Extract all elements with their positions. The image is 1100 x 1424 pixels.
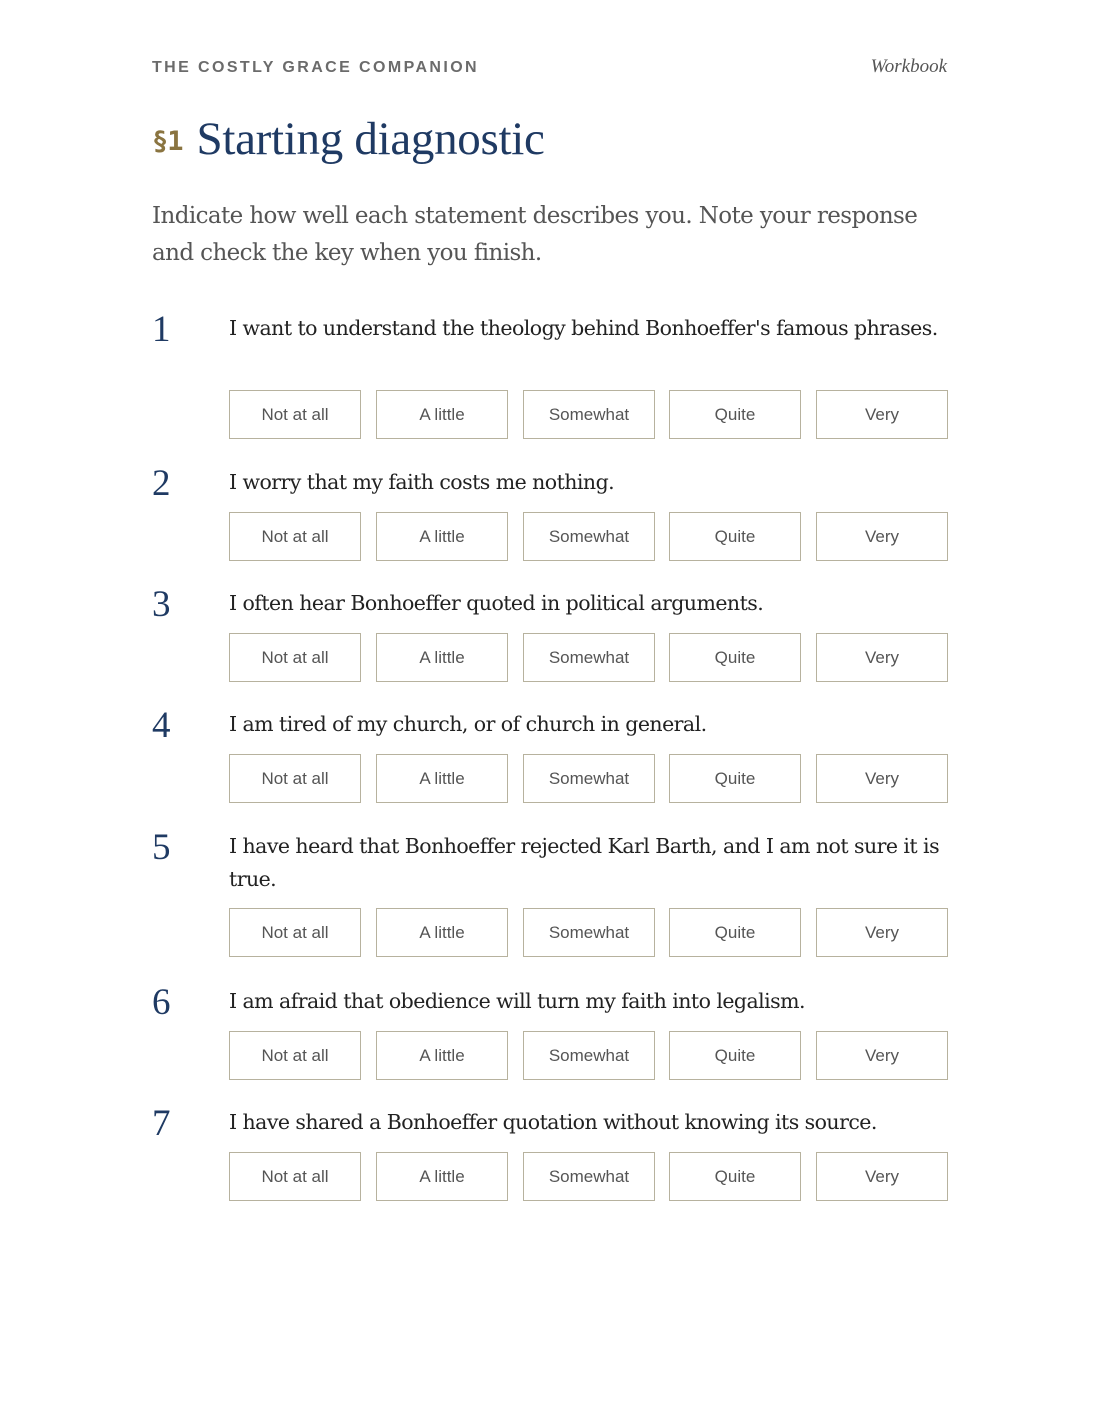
response-option-somewhat[interactable]: Somewhat <box>523 908 655 957</box>
question-text: I am afraid that obedience will turn my faith into legalism. <box>229 989 806 1013</box>
response-option-somewhat[interactable]: Somewhat <box>523 390 655 439</box>
response-option-very[interactable]: Very <box>816 512 948 561</box>
response-scale <box>229 1031 947 1080</box>
response-scale <box>229 512 947 561</box>
response-option-somewhat[interactable]: Somewhat <box>523 754 655 803</box>
section-heading <box>152 112 545 172</box>
response-option-very[interactable]: Very <box>816 1031 948 1080</box>
response-scale <box>229 1152 947 1201</box>
response-option-quite[interactable]: Quite <box>669 1031 801 1080</box>
response-option-not-at-all[interactable]: Not at all <box>229 1031 361 1080</box>
response-option-very[interactable]: Very <box>816 390 948 439</box>
response-option-not-at-all[interactable]: Not at all <box>229 1152 361 1201</box>
response-option-quite[interactable]: Quite <box>669 754 801 803</box>
response-option-very[interactable]: Very <box>816 633 948 682</box>
response-option-a-little[interactable]: A little <box>376 512 508 561</box>
question-number: 4 <box>152 705 171 746</box>
question-number: 3 <box>152 584 171 625</box>
response-option-not-at-all[interactable]: Not at all <box>229 390 361 439</box>
response-option-quite[interactable]: Quite <box>669 633 801 682</box>
response-option-a-little[interactable]: A little <box>376 1031 508 1080</box>
page-title: Starting diagnostic <box>196 113 545 165</box>
response-option-not-at-all[interactable]: Not at all <box>229 633 361 682</box>
question-number: 1 <box>152 309 171 350</box>
instructions: Indicate how well each statement describes you. Note your response and check the key when you finish. <box>152 203 918 266</box>
question-number: 7 <box>152 1103 171 1144</box>
question-text: I am tired of my church, or of church in general. <box>229 712 707 736</box>
response-option-very[interactable]: Very <box>816 754 948 803</box>
response-option-somewhat[interactable]: Somewhat <box>523 633 655 682</box>
response-option-not-at-all[interactable]: Not at all <box>229 908 361 957</box>
section-number: §1 <box>152 126 183 157</box>
response-option-somewhat[interactable]: Somewhat <box>523 1031 655 1080</box>
question-text: I often hear Bonhoeffer quoted in political arguments. <box>229 591 764 615</box>
question-number: 2 <box>152 463 171 504</box>
response-option-quite[interactable]: Quite <box>669 512 801 561</box>
workbook-label: Workbook <box>870 56 947 77</box>
response-option-a-little[interactable]: A little <box>376 908 508 957</box>
question-text: I have heard that Bonhoeffer rejected Karl Barth, and I am not sure it is true. <box>229 834 940 891</box>
response-option-not-at-all[interactable]: Not at all <box>229 512 361 561</box>
response-option-very[interactable]: Very <box>816 1152 948 1201</box>
question-number: 6 <box>152 982 171 1023</box>
response-option-quite[interactable]: Quite <box>669 1152 801 1201</box>
book-title: THE COSTLY GRACE COMPANION <box>152 59 480 76</box>
response-option-somewhat[interactable]: Somewhat <box>523 1152 655 1201</box>
response-scale <box>229 390 947 439</box>
response-option-very[interactable]: Very <box>816 908 948 957</box>
response-option-a-little[interactable]: A little <box>376 754 508 803</box>
response-scale <box>229 633 947 682</box>
response-scale <box>229 908 947 957</box>
response-option-quite[interactable]: Quite <box>669 908 801 957</box>
response-option-not-at-all[interactable]: Not at all <box>229 754 361 803</box>
response-scale <box>229 754 947 803</box>
response-option-quite[interactable]: Quite <box>669 390 801 439</box>
response-option-a-little[interactable]: A little <box>376 390 508 439</box>
response-option-a-little[interactable]: A little <box>376 633 508 682</box>
question-text: I worry that my faith costs me nothing. <box>229 470 615 494</box>
question-text: I have shared a Bonhoeffer quotation without knowing its source. <box>229 1110 877 1134</box>
running-header <box>152 58 947 80</box>
question-text: I want to understand the theology behind Bonhoeffer's famous phrases. <box>229 316 938 340</box>
response-option-somewhat[interactable]: Somewhat <box>523 512 655 561</box>
question-number: 5 <box>152 827 171 868</box>
response-option-a-little[interactable]: A little <box>376 1152 508 1201</box>
